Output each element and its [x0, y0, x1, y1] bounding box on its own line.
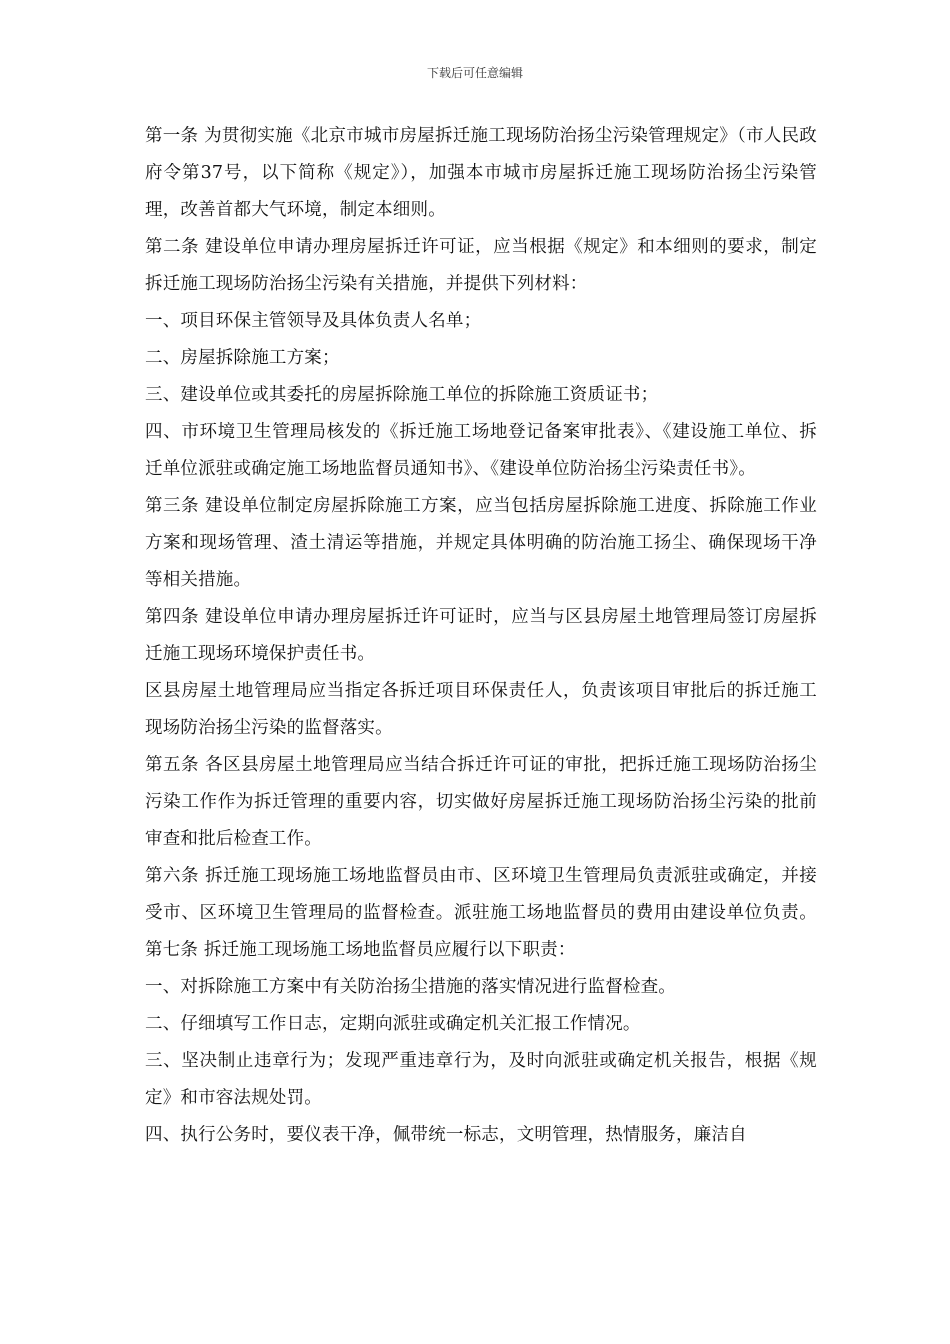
paragraph-item-1: 一、项目环保主管领导及具体负责人名单；: [145, 311, 482, 331]
paragraph-article-2: 第二条 建设单位申请办理房屋拆迁许可证，应当根据《规定》和本细则的要求，制定拆迁施工现场防治扬尘污染有关措施，并提供下列材料：: [145, 237, 817, 294]
paragraph-duty-1: 一、对拆除施工方案中有关防治扬尘措施的落实情况进行监督检查。: [145, 977, 676, 997]
paragraph-article-1: 第一条 为贯彻实施《北京市城市房屋拆迁施工现场防治扬尘污染管理规定》（市人民政府令第37号，以下简称《规定》），加强本市城市房屋拆迁施工现场防治扬尘污染管理，改善首都大气环境，制定本细则。: [145, 126, 817, 220]
document-body: [145, 118, 817, 1154]
paragraph-item-4: 四、市环境卫生管理局核发的《拆迁施工场地登记备案审批表》、《建设施工单位、拆迁单位派驻或确定施工场地监督员通知书》、《建设单位防治扬尘污染责任书》。: [145, 422, 817, 479]
page-header: 下载后可任意编辑: [426, 66, 523, 80]
paragraph-duty-3: 三、坚决制止违章行为；发现严重违章行为，及时向派驻或确定机关报告，根据《规定》和市容法规处罚。: [145, 1051, 817, 1108]
paragraph-duty-4: 四、执行公务时，要仪表干净，佩带统一标志，文明管理，热情服务，廉洁自: [145, 1125, 747, 1145]
paragraph-article-6-7: 第六条 拆迁施工现场施工场地监督员由市、区环境卫生管理局负责派驻或确定，并接受市、区环境卫生管理局的监督检查。派驻施工场地监督员的费用由建设单位负责。第七条 拆迁施工现场施工场地监督员应履行以下职责：: [145, 866, 817, 960]
paragraph-duty-2: 二、仔细填写工作日志，定期向派驻或确定机关汇报工作情况。: [145, 1014, 641, 1034]
paragraph-article-4-cont: 区县房屋土地管理局应当指定各拆迁项目环保责任人，负责该项目审批后的拆迁施工现场防治扬尘污染的监督落实。: [145, 681, 817, 738]
paragraph-article-3: 第三条 建设单位制定房屋拆除施工方案，应当包括房屋拆除施工进度、拆除施工作业方案和现场管理、渣土清运等措施，并规定具体明确的防治施工扬尘、确保现场干净等相关措施。: [145, 496, 817, 590]
paragraph-item-3: 三、建设单位或其委托的房屋拆除施工单位的拆除施工资质证书；: [145, 385, 659, 405]
paragraph-item-2: 二、房屋拆除施工方案；: [145, 348, 340, 368]
paragraph-article-5: 第五条 各区县房屋土地管理局应当结合拆迁许可证的审批，把拆迁施工现场防治扬尘污染工作作为拆迁管理的重要内容，切实做好房屋拆迁施工现场防治扬尘污染的批前审查和批后检查工作。: [145, 755, 817, 849]
paragraph-article-4: 第四条 建设单位申请办理房屋拆迁许可证时，应当与区县房屋土地管理局签订房屋拆迁施工现场环境保护责任书。: [145, 607, 817, 664]
